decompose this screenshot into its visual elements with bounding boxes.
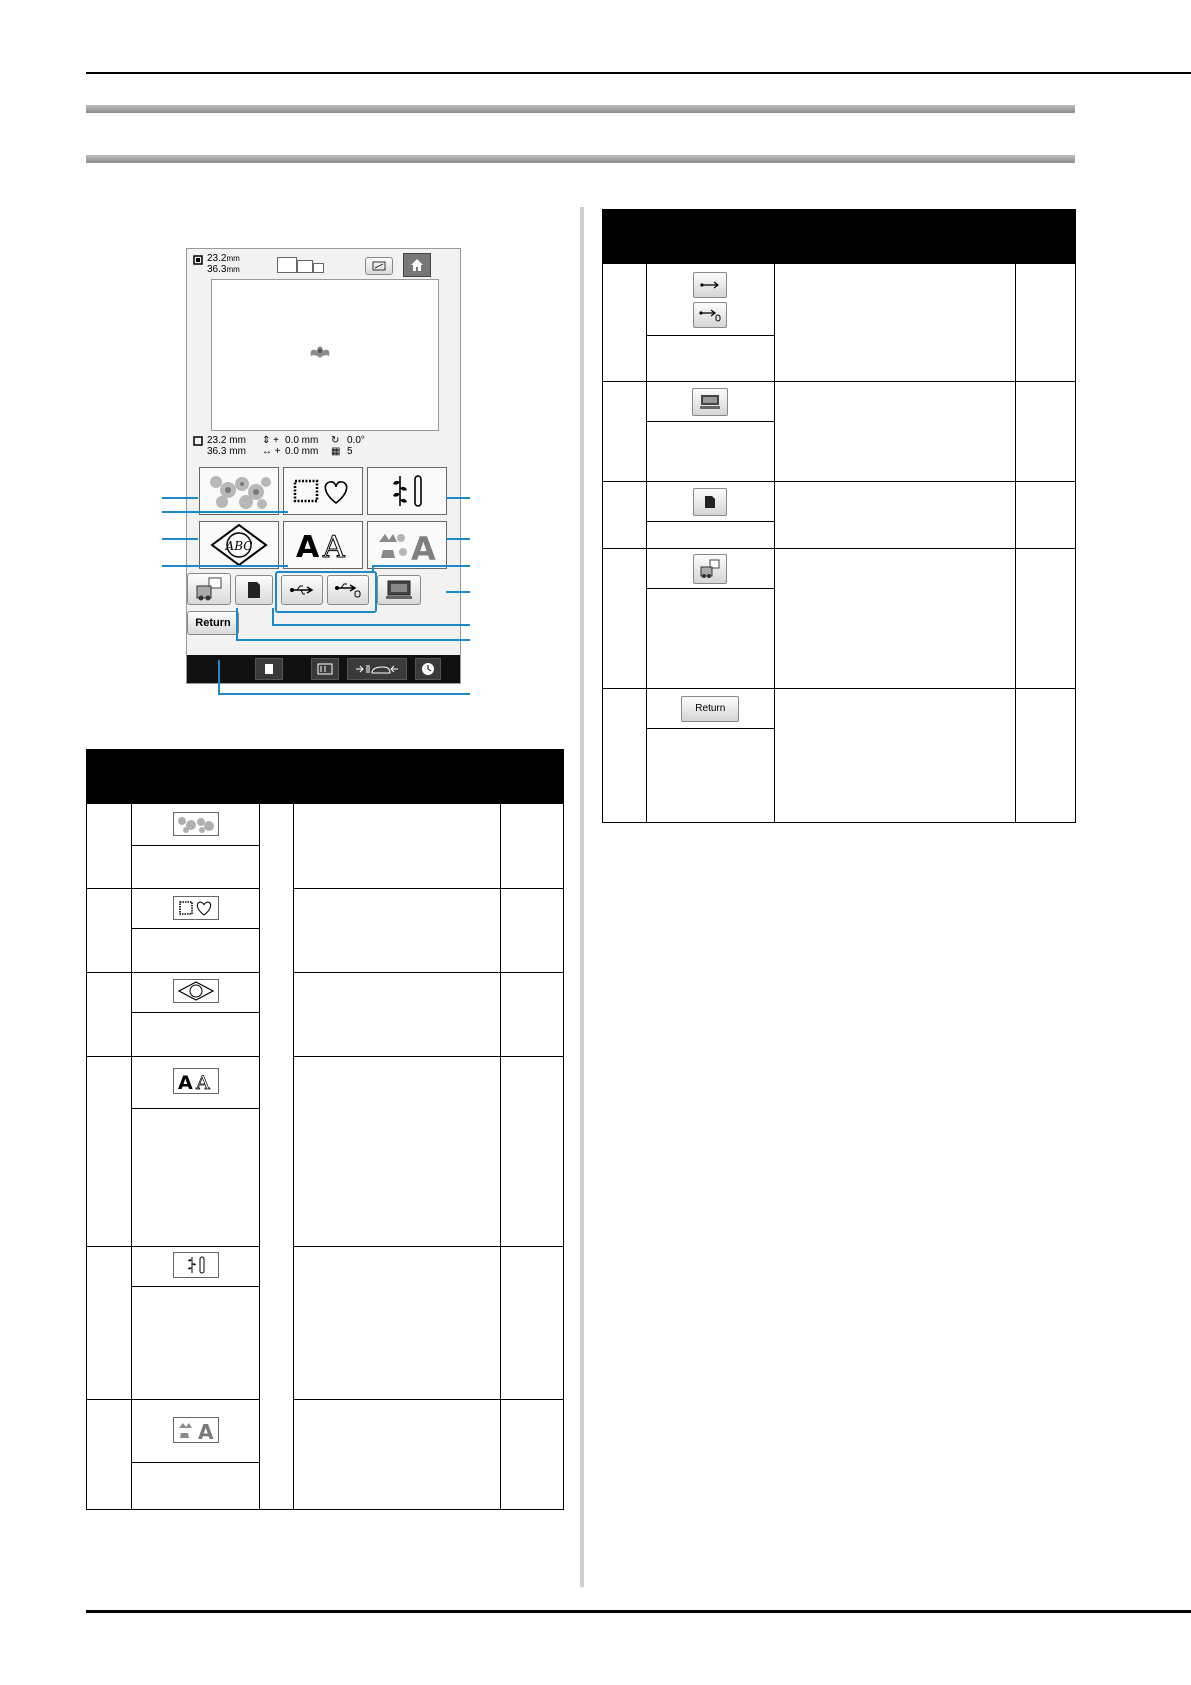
exclusive-patterns-button[interactable] — [199, 467, 279, 515]
table-row — [87, 1247, 564, 1287]
vine-bar-icon — [382, 472, 432, 510]
square-heart-icon — [173, 896, 219, 920]
size-height-top: 36.3mm — [207, 264, 240, 275]
callout-line-5 — [446, 497, 470, 499]
document-icon[interactable] — [255, 658, 283, 680]
usb-mouse-icon — [693, 302, 727, 328]
table-row — [603, 482, 1076, 522]
flower-pattern-icon — [206, 472, 272, 510]
callout-line-3 — [162, 538, 198, 540]
table-row — [87, 1057, 564, 1109]
sd-card-icon — [246, 581, 262, 599]
callout-line-7 — [372, 565, 470, 567]
callout-line-9b — [272, 608, 274, 626]
callout-line-4 — [162, 565, 288, 567]
computer-button[interactable] — [377, 575, 421, 605]
abc-monogram-icon — [173, 979, 219, 1003]
pattern-category-table — [86, 749, 564, 1510]
vertical-arrow-icon: ⇕ + — [262, 435, 279, 446]
callout-line-6 — [446, 538, 470, 540]
usb-port-1-button[interactable] — [281, 575, 323, 605]
pattern-type-selection-screen — [186, 248, 461, 684]
usb-port-2-button[interactable] — [327, 575, 369, 605]
bottom-rule — [86, 1610, 1191, 1613]
embroidery-preview-icon — [308, 342, 332, 362]
clock-icon[interactable] — [415, 658, 441, 680]
monogram-button[interactable] — [199, 521, 279, 569]
horizontal-offset: 0.0 mm — [285, 446, 319, 457]
callout-line-7b — [372, 565, 374, 573]
vine-bar-icon — [173, 1252, 219, 1278]
svg-text:ABC: ABC — [225, 539, 253, 553]
home-icon[interactable] — [403, 253, 431, 277]
callout-line-8 — [446, 591, 470, 593]
table-row — [603, 264, 1076, 336]
callout-line-11 — [218, 693, 470, 695]
alphabet-aa-icon — [293, 527, 353, 563]
function-key-table — [602, 209, 1076, 823]
return-label: Return — [195, 617, 231, 629]
square-heart-icon — [291, 475, 355, 507]
table-row — [603, 689, 1076, 729]
svg-text:A: A — [411, 530, 436, 564]
pattern-preview-area — [211, 279, 439, 431]
table-row — [87, 1400, 564, 1463]
return-button[interactable] — [187, 611, 239, 635]
alphabet-aa-icon — [173, 1068, 219, 1094]
thread-icon: ▦ — [331, 446, 341, 457]
applique-a-icon — [173, 1417, 219, 1443]
svg-text:A: A — [177, 1072, 193, 1092]
usb-icon — [289, 584, 315, 596]
svg-text:A: A — [195, 1072, 210, 1092]
frame-patterns-button[interactable] — [283, 467, 363, 515]
section-bar-top — [86, 105, 1075, 113]
table-row — [87, 804, 564, 846]
size-height-bottom: 36.3 mm — [207, 446, 246, 457]
svg-text:A: A — [197, 1419, 214, 1441]
sd-card-icon — [693, 488, 727, 516]
embroidery-frame-button[interactable] — [365, 257, 393, 275]
sd-card-button[interactable] — [235, 575, 273, 605]
rotation-angle: 0.0° — [347, 435, 365, 446]
borders-button[interactable] — [367, 467, 447, 515]
pattern-size-icon-2 — [193, 436, 203, 446]
usb-icon — [693, 272, 727, 298]
color-count: 5 — [347, 446, 353, 457]
table-row — [87, 889, 564, 929]
machine-transfer-icon — [194, 576, 224, 602]
usb-mouse-icon — [334, 582, 362, 598]
table-row — [603, 382, 1076, 422]
svg-text:A: A — [323, 530, 345, 563]
callout-line-9 — [272, 624, 470, 626]
return-button-sample: Return — [681, 696, 739, 722]
column-divider — [580, 207, 584, 1587]
abc-monogram-icon — [210, 523, 268, 567]
callout-line-10 — [236, 639, 470, 641]
frame-display-icon — [277, 257, 331, 273]
computer-icon — [692, 388, 728, 416]
alphabet-patterns-button[interactable] — [367, 521, 447, 569]
size-width-bottom: 23.2 mm — [207, 435, 246, 446]
top-rule — [86, 72, 1191, 74]
wireless-machine-button[interactable] — [187, 573, 231, 605]
applique-a-icon — [375, 526, 439, 564]
svg-text:A: A — [296, 530, 320, 563]
computer-icon — [385, 579, 413, 601]
machine-transfer-icon — [693, 554, 727, 584]
flower-pattern-icon — [173, 812, 219, 836]
pattern-size-icon — [193, 255, 203, 265]
fonts-button[interactable] — [283, 521, 363, 569]
section-bar-bottom — [86, 155, 1075, 163]
table-row — [87, 973, 564, 1013]
frame-icon[interactable] — [311, 658, 339, 680]
screen-bottom-bar — [187, 655, 460, 683]
rotation-icon: ↻ — [331, 435, 340, 446]
size-width-top: 23.2mm — [207, 253, 240, 264]
vertical-offset: 0.0 mm — [285, 435, 319, 446]
callout-line-1 — [162, 497, 198, 499]
callout-line-11b — [218, 660, 220, 695]
horizontal-arrow-icon: ↔ + — [262, 446, 281, 457]
callout-line-10b — [236, 608, 238, 641]
table-row — [603, 549, 1076, 589]
callout-line-2 — [162, 511, 288, 513]
presser-foot-icon[interactable] — [347, 658, 407, 680]
